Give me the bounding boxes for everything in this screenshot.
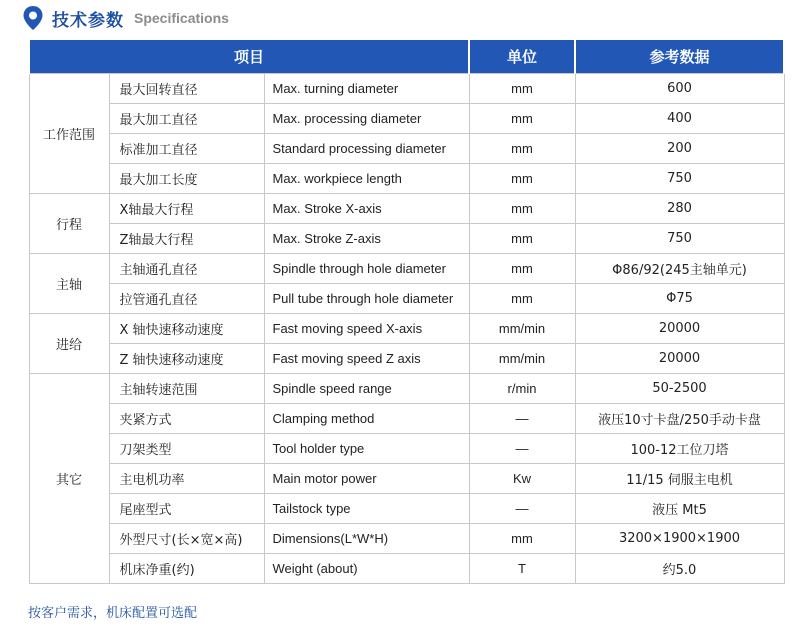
- page-subtitle: Specifications: [134, 10, 229, 26]
- spec-unit: mm/min: [469, 314, 575, 344]
- spec-unit: Kw: [469, 464, 575, 494]
- spec-name-en: Main motor power: [264, 464, 469, 494]
- spec-value: 750: [575, 224, 784, 254]
- spec-table-body: [29, 74, 784, 584]
- location-pin-icon: [22, 5, 44, 31]
- table-row: [29, 284, 784, 314]
- spec-unit: mm: [469, 164, 575, 194]
- group-label: 行程: [29, 194, 109, 254]
- spec-value: 液压 Mt5: [575, 494, 784, 524]
- spec-value: 20000: [575, 344, 784, 374]
- spec-name-en: Weight (about): [264, 554, 469, 584]
- spec-value: Φ86/92(245主轴单元): [575, 254, 784, 284]
- spec-unit: mm: [469, 104, 575, 134]
- spec-name-en: Tailstock type: [264, 494, 469, 524]
- spec-value: 280: [575, 194, 784, 224]
- table-row: [29, 224, 784, 254]
- spec-unit: mm: [469, 74, 575, 104]
- spec-name-en: Max. Stroke X-axis: [264, 194, 469, 224]
- table-row: [29, 404, 784, 434]
- spec-value: 液压10寸卡盘/250手动卡盘: [575, 404, 784, 434]
- spec-value: 750: [575, 164, 784, 194]
- group-label: 其它: [29, 374, 109, 584]
- spec-name-cn: 主轴转速范围: [109, 374, 264, 404]
- spec-value: 100-12工位刀塔: [575, 434, 784, 464]
- spec-value: 约5.0: [575, 554, 784, 584]
- spec-name-cn: 最大回转直径: [109, 74, 264, 104]
- spec-unit: —: [469, 434, 575, 464]
- table-row: [29, 344, 784, 374]
- spec-value: 11/15 伺服主电机: [575, 464, 784, 494]
- table-row: [29, 104, 784, 134]
- spec-name-cn: 最大加工直径: [109, 104, 264, 134]
- table-row: [29, 134, 784, 164]
- spec-name-en: Max. Stroke Z-axis: [264, 224, 469, 254]
- spec-value: Φ75: [575, 284, 784, 314]
- spec-unit: mm: [469, 254, 575, 284]
- table-row: [29, 314, 784, 344]
- spec-value: 20000: [575, 314, 784, 344]
- table-row: [29, 194, 784, 224]
- spec-name-cn: X 轴快速移动速度: [109, 314, 264, 344]
- table-row: [29, 524, 784, 554]
- spec-name-cn: Z轴最大行程: [109, 224, 264, 254]
- spec-name-en: Spindle speed range: [264, 374, 469, 404]
- spec-name-cn: 机床净重(约): [109, 554, 264, 584]
- spec-name-en: Fast moving speed X-axis: [264, 314, 469, 344]
- spec-unit: T: [469, 554, 575, 584]
- spec-name-cn: 最大加工长度: [109, 164, 264, 194]
- table-row: [29, 254, 784, 284]
- spec-value: 600: [575, 74, 784, 104]
- table-row: [29, 494, 784, 524]
- spec-unit: —: [469, 404, 575, 434]
- spec-name-cn: 刀架类型: [109, 434, 264, 464]
- spec-unit: mm/min: [469, 344, 575, 374]
- spec-name-en: Max. workpiece length: [264, 164, 469, 194]
- group-label: 主轴: [29, 254, 109, 314]
- spec-name-cn: 主电机功率: [109, 464, 264, 494]
- table-header-row: [29, 40, 784, 74]
- table-row: [29, 74, 784, 104]
- group-label: 工作范围: [29, 74, 109, 194]
- page-title: 技术参数: [52, 10, 124, 31]
- spec-name-en: Pull tube through hole diameter: [264, 284, 469, 314]
- spec-name-cn: 尾座型式: [109, 494, 264, 524]
- spec-name-en: Tool holder type: [264, 434, 469, 464]
- group-label: 进给: [29, 314, 109, 374]
- footer-note: 按客户需求，机床配置可选配: [28, 606, 198, 621]
- spec-name-en: Max. processing diameter: [264, 104, 469, 134]
- spec-unit: r/min: [469, 374, 575, 404]
- spec-value: 400: [575, 104, 784, 134]
- column-header-item: 项目: [29, 40, 469, 74]
- spec-name-en: Standard processing diameter: [264, 134, 469, 164]
- spec-value: 50-2500: [575, 374, 784, 404]
- spec-name-cn: 标准加工直径: [109, 134, 264, 164]
- spec-name-en: Fast moving speed Z axis: [264, 344, 469, 374]
- section-header: [22, 4, 229, 32]
- column-header-unit: 单位: [469, 40, 575, 74]
- spec-unit: mm: [469, 284, 575, 314]
- spec-unit: mm: [469, 194, 575, 224]
- spec-value: 3200×1900×1900: [575, 524, 784, 554]
- spec-name-en: Clamping method: [264, 404, 469, 434]
- spec-name-en: Dimensions(L*W*H): [264, 524, 469, 554]
- spec-value: 200: [575, 134, 784, 164]
- table-row: [29, 464, 784, 494]
- spec-unit: —: [469, 494, 575, 524]
- spec-name-cn: X轴最大行程: [109, 194, 264, 224]
- spec-name-en: Max. turning diameter: [264, 74, 469, 104]
- spec-unit: mm: [469, 134, 575, 164]
- table-row: [29, 374, 784, 404]
- spec-name-en: Spindle through hole diameter: [264, 254, 469, 284]
- spec-name-cn: 外型尺寸(长×宽×高): [109, 524, 264, 554]
- column-header-reference: 参考数据: [575, 40, 784, 74]
- spec-table: [28, 40, 785, 584]
- spec-name-cn: 主轴通孔直径: [109, 254, 264, 284]
- spec-name-cn: 拉管通孔直径: [109, 284, 264, 314]
- table-row: [29, 434, 784, 464]
- spec-name-cn: Z 轴快速移动速度: [109, 344, 264, 374]
- table-row: [29, 554, 784, 584]
- spec-unit: mm: [469, 224, 575, 254]
- spec-name-cn: 夹紧方式: [109, 404, 264, 434]
- spec-unit: mm: [469, 524, 575, 554]
- table-row: [29, 164, 784, 194]
